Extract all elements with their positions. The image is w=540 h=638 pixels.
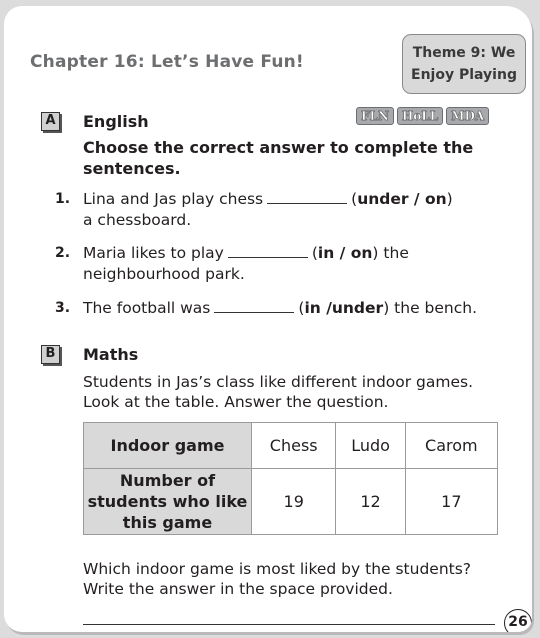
question-1-options: under / on — [357, 190, 447, 208]
indoor-games-table — [83, 422, 498, 535]
section-b-intro — [83, 372, 513, 412]
section-b-intro-line-2: Look at the table. Answer the question. — [83, 393, 389, 411]
answer-blank-3[interactable] — [214, 299, 294, 313]
question-3-number: 3. — [55, 300, 71, 316]
table-count-ludo: 12 — [336, 469, 405, 535]
question-3-options: in /under — [304, 299, 384, 317]
section-a-instruction: Choose the correct answer to complete the sentences. — [83, 138, 474, 178]
answer-line[interactable] — [83, 624, 495, 625]
skill-tags — [356, 107, 489, 125]
section-b-question-line-2: Write the answer in the space provided. — [83, 580, 393, 598]
workbook-page: Chapter 16: Let’s Have Fun! Theme 9: We Enjoy Playing A English FLN HoLL MDA Choose the correct answer to complete the sentences. 1. Lina and Jas play chess (under / on) a chessboard. 2. Maria likes to play (in / on) the neighbourhood park. 3. The football was (in /under) the bench. B Maths Students in Jas’s class like different indoor games. Look at the table. Answer the question. Indoor game Chess Ludo Carom Number of students who like this game 19 12 17 Which indoor game is most liked by the students? Write the answer in the space provided. 26 — [4, 6, 532, 632]
section-b-intro-line-1: Students in Jas’s class like different indoor games. — [83, 373, 474, 391]
section-b-badge: B — [41, 345, 60, 364]
question-3-text-after: the bench. — [389, 299, 478, 317]
tag-holl: HoLL — [397, 107, 443, 125]
section-b-title: Maths — [83, 345, 139, 364]
table-count-chess: 19 — [252, 469, 336, 535]
theme-line-1: Theme 9: We — [412, 45, 516, 61]
tag-fln: FLN — [356, 107, 394, 125]
question-2-text-after: the — [378, 244, 409, 262]
table-game-chess: Chess — [252, 423, 336, 469]
question-1-text-cont: a chessboard. — [83, 211, 192, 229]
question-3-text: The football was — [83, 299, 211, 317]
table-row-label: Number of students who like this game — [84, 469, 252, 535]
page-number: 26 — [504, 609, 532, 632]
theme-line-2: Enjoy Playing — [411, 67, 517, 83]
question-2-text-cont: neighbourhood park. — [83, 265, 245, 283]
question-2-number: 2. — [55, 245, 71, 261]
section-b-question — [83, 559, 513, 599]
question-1-text: Lina and Jas play chess — [83, 190, 264, 208]
table-game-carom: Carom — [405, 423, 497, 469]
section-a-title: English — [83, 112, 149, 131]
table-game-ludo: Ludo — [336, 423, 405, 469]
answer-blank-1[interactable] — [267, 190, 347, 204]
answer-blank-2[interactable] — [228, 244, 308, 258]
theme-box — [402, 34, 526, 94]
question-1-number: 1. — [55, 191, 71, 207]
tag-mda: MDA — [446, 107, 489, 125]
section-b-question-line-1: Which indoor game is most liked by the students? — [83, 560, 472, 578]
table-count-carom: 17 — [405, 469, 497, 535]
table-header-label: Indoor game — [84, 423, 252, 469]
chapter-title: Chapter 16: Let’s Have Fun! — [30, 52, 304, 72]
question-2-options: in / on — [317, 244, 373, 262]
question-2-text: Maria likes to play — [83, 244, 224, 262]
section-a-badge: A — [41, 112, 60, 131]
